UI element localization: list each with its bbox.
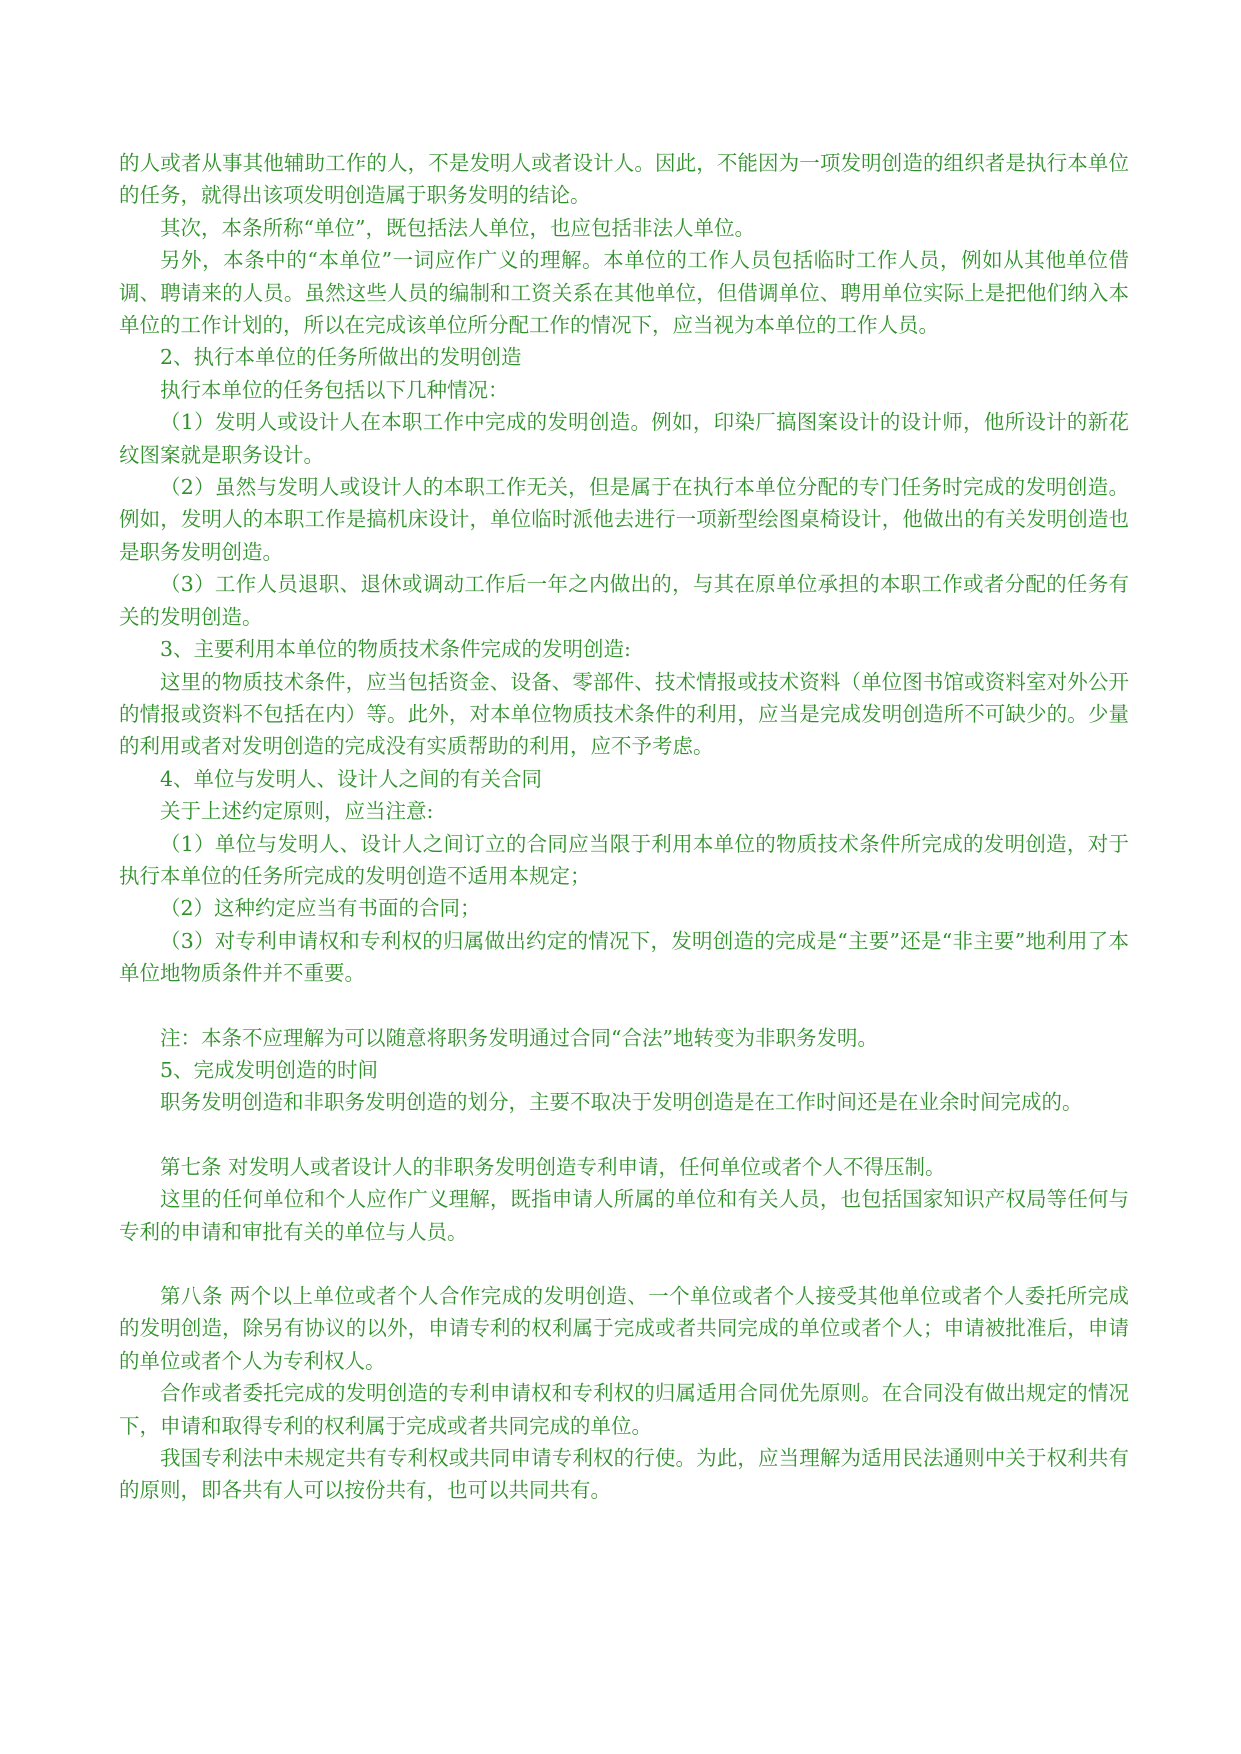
blank-line <box>119 990 1129 1022</box>
paragraph: 另外，本条中的“本单位”一词应作广义的理解。本单位的工作人员包括临时工作人员，例如从其他单位借调、聘请来的人员。虽然这些人员的编制和工资关系在其他单位，但借调单位、聘用单位实际上是把他们纳入本单位的工作计划的，所以在完成该单位所分配工作的情况下，应当视为本单位的工作人员。 <box>119 248 1129 338</box>
paragraph: （1）发明人或设计人在本职工作中完成的发明创造。例如，印染厂搞图案设计的设计师，他所设计的新花纹图案就是职务设计。 <box>119 410 1129 467</box>
paragraph: （2）这种约定应当有书面的合同； <box>160 896 481 921</box>
paragraph: 第八条 两个以上单位或者个人合作完成的发明创造、一个单位或者个人接受其他单位或者个人委托所完成的发明创造，除另有协议的以外，申请专利的权利属于完成或者共同完成的单位或者个人；申请被批准后，申请的单位或者个人为专利权人。 <box>119 1284 1129 1373</box>
paragraph: 5、完成发明创造的时间 <box>160 1057 379 1082</box>
paragraph: （3）工作人员退职、退休或调动工作后一年之内做出的，与其在原单位承担的本职工作或者分配的任务有关的发明创造。 <box>119 572 1129 629</box>
paragraph: 注：本条不应理解为可以随意将职务发明通过合同“合法”地转变为非职务发明。 <box>160 1025 878 1050</box>
paragraph: 合作或者委托完成的发明创造的专利申请权和专利权的归属适用合同优先原则。在合同没有做出规定的情况下，申请和取得专利的权利属于完成或者共同完成的单位。 <box>119 1381 1129 1438</box>
paragraph: 的人或者从事其他辅助工作的人，不是发明人或者设计人。因此，不能因为一项发明创造的组织者是执行本单位的任务，就得出该项发明创造属于职务发明的结论。 <box>119 151 1129 208</box>
paragraph: （1）单位与发明人、设计人之间订立的合同应当限于利用本单位的物质技术条件所完成的发明创造，对于执行本单位的任务所完成的发明创造不适用本规定； <box>119 831 1129 888</box>
paragraph: 职务发明创造和非职务发明创造的划分，主要不取决于发明创造是在工作时间还是在业余时间完成的。 <box>160 1090 1083 1115</box>
paragraph: 4、单位与发明人、设计人之间的有关合同 <box>160 766 543 791</box>
paragraph: 我国专利法中未规定共有专利权或共同申请专利权的行使。为此，应当理解为适用民法通则中关于权利共有的原则，即各共有人可以按份共有，也可以共同共有。 <box>119 1446 1129 1503</box>
paragraph: 其次，本条所称“单位”，既包括法人单位，也应包括非法人单位。 <box>160 215 755 240</box>
blank-line <box>119 1119 1129 1151</box>
blank-line <box>119 1248 1129 1280</box>
paragraph: 这里的任何单位和个人应作广义理解，既指申请人所属的单位和有关人员，也包括国家知识产权局等任何与专利的申请和审批有关的单位与人员。 <box>119 1187 1129 1244</box>
paragraph: 这里的物质技术条件，应当包括资金、设备、零部件、技术情报或技术资料（单位图书馆或资料室对外公开的情报或资料不包括在内）等。此外，对本单位物质技术条件的利用，应当是完成发明创造所不可缺少的。少量的利用或者对发明创造的完成没有实质帮助的利用，应不予考虑。 <box>119 669 1129 759</box>
paragraph: 2、执行本单位的任务所做出的发明创造 <box>160 345 522 370</box>
paragraph: 第七条 对发明人或者设计人的非职务发明创造专利申请，任何单位或者个人不得压制。 <box>160 1154 946 1179</box>
paragraph: （2）虽然与发明人或设计人的本职工作无关，但是属于在执行本单位分配的专门任务时完成的发明创造。例如，发明人的本职工作是搞机床设计，单位临时派他去进行一项新型绘图桌椅设计，他做出的有关发明创造也是职务发明创造。 <box>119 475 1129 564</box>
paragraph: （3）对专利申请权和专利权的归属做出约定的情况下，发明创造的完成是“主要”还是“非主要”地利用了本单位地物质条件并不重要。 <box>119 928 1129 986</box>
paragraph: 执行本单位的任务包括以下几种情况： <box>160 377 509 402</box>
paragraph: 关于上述约定原则，应当注意: <box>160 799 434 824</box>
paragraph: 3、主要利用本单位的物质技术条件完成的发明创造: <box>160 637 631 662</box>
document-body <box>119 147 1129 1507</box>
